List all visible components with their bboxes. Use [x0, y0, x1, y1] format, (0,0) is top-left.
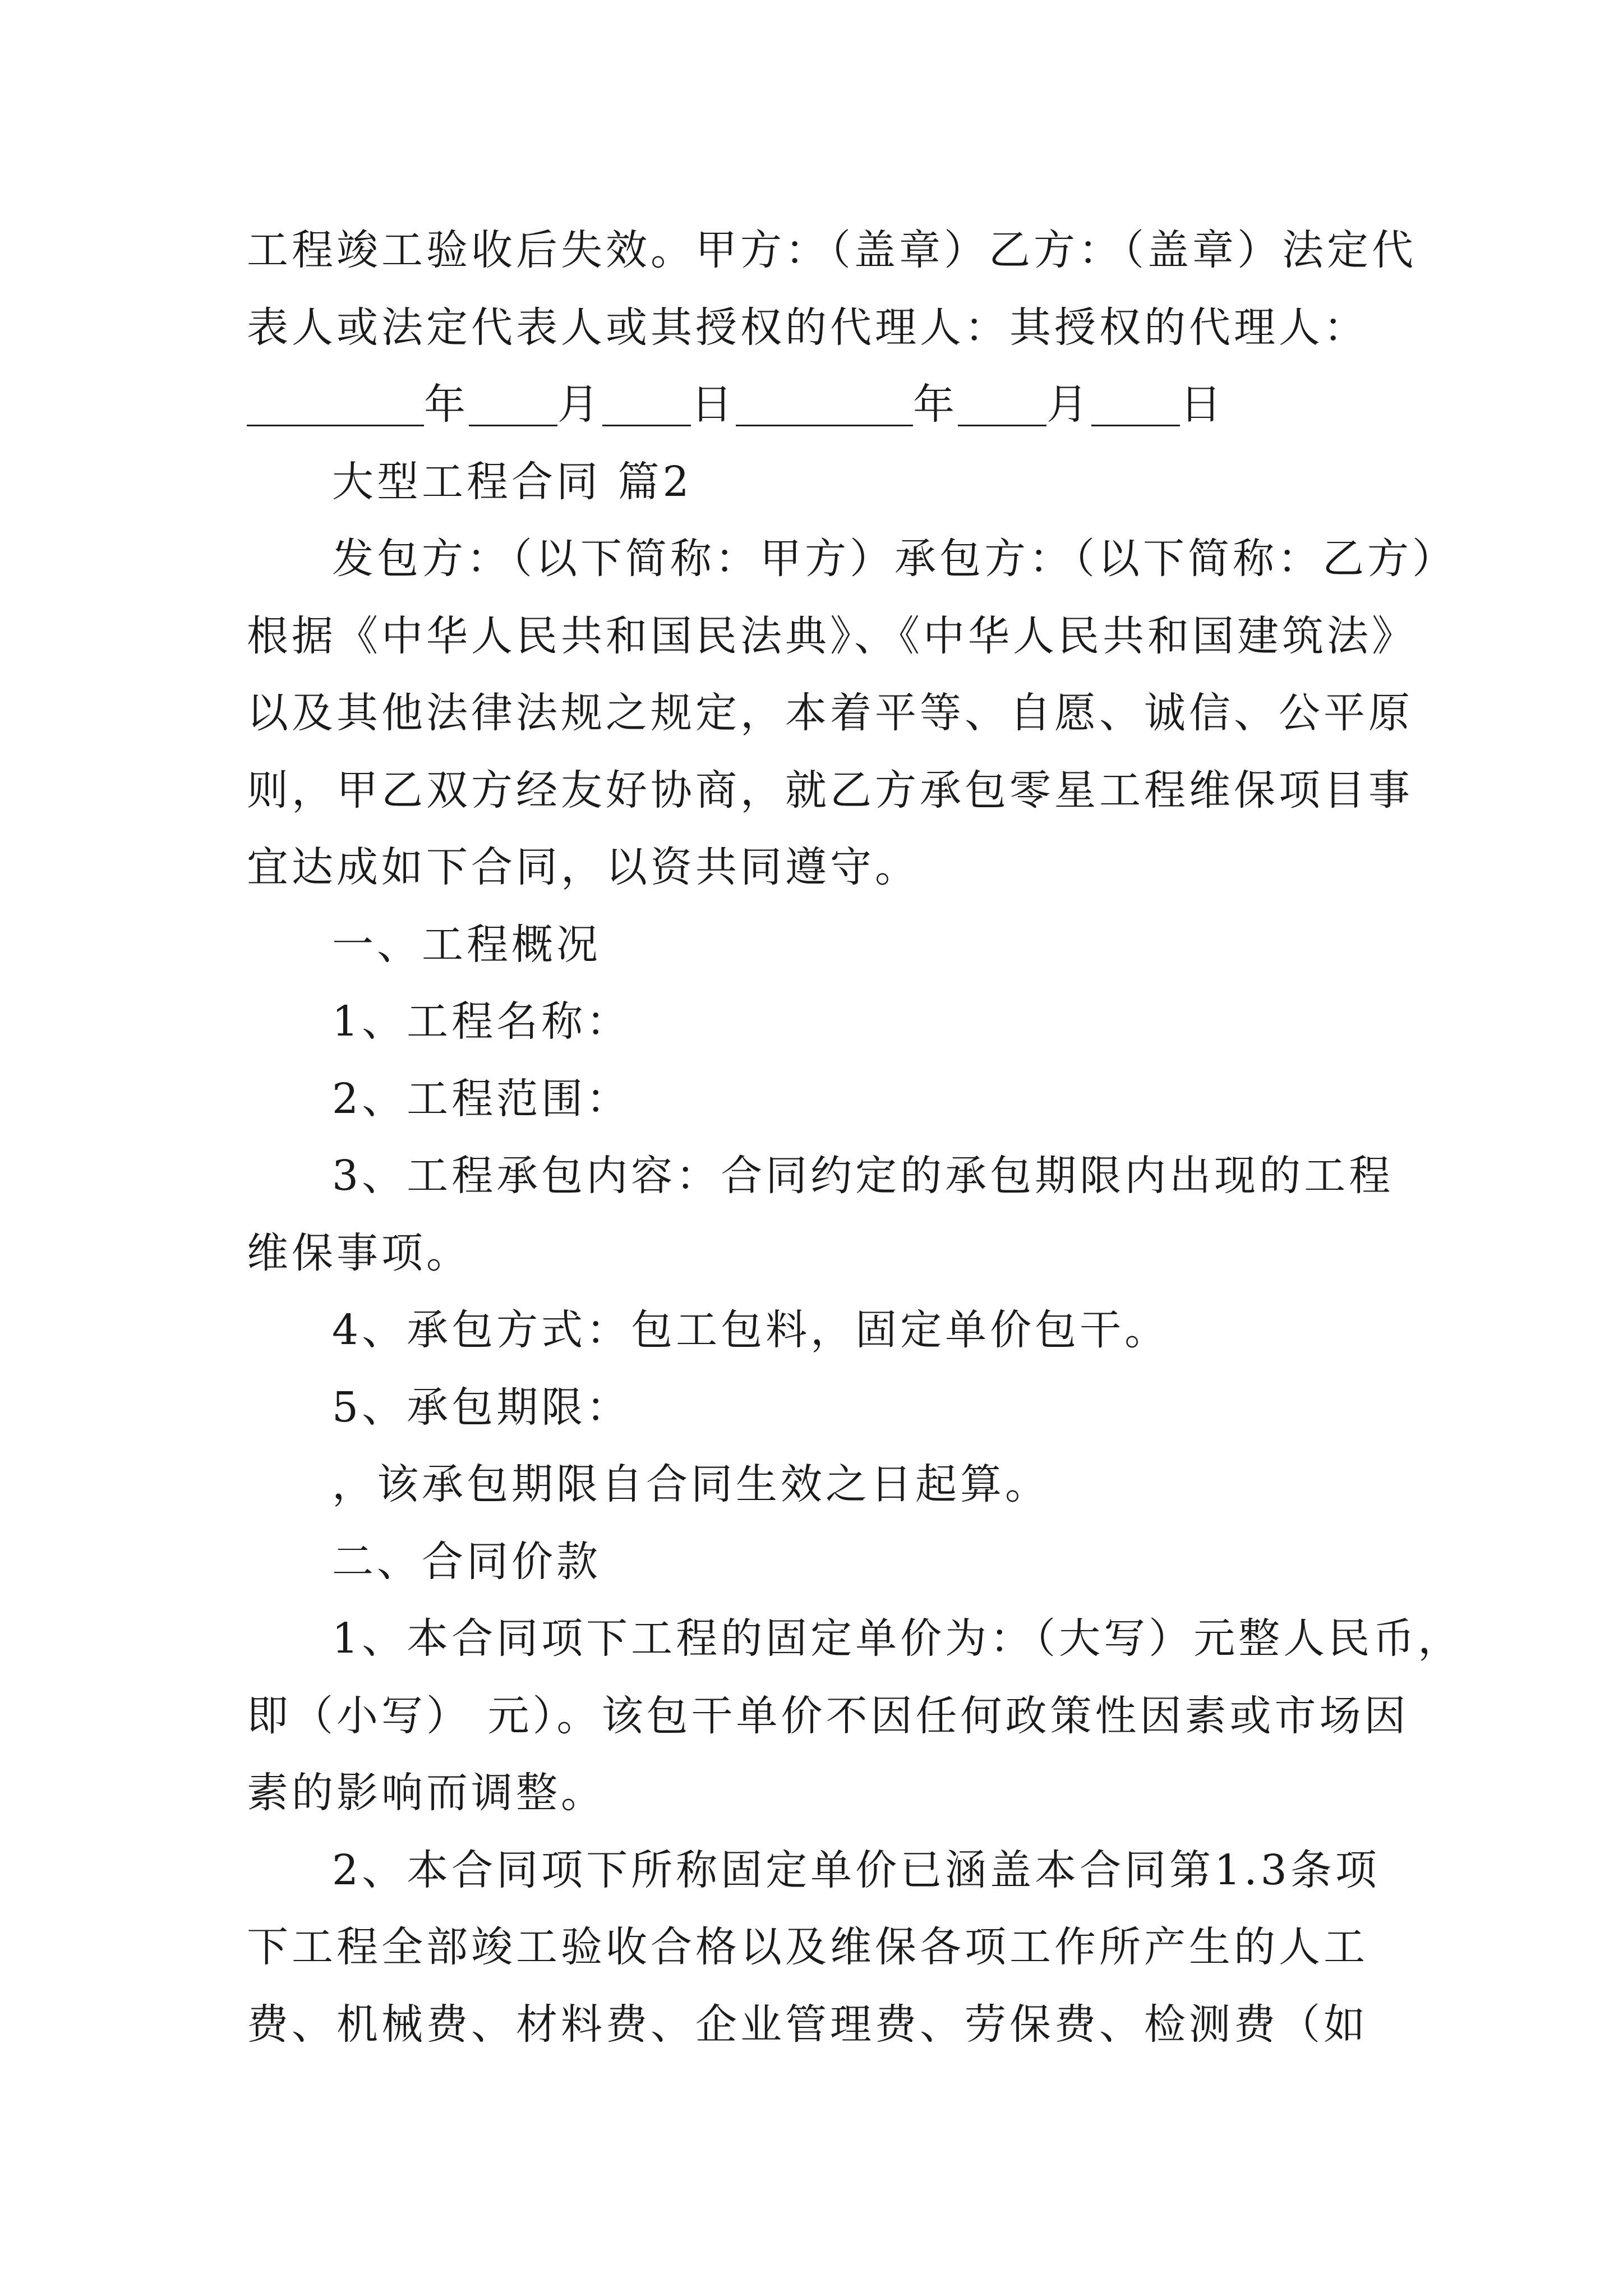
text-line: 即（小写） 元）。该包干单价不因任何政策性因素或市场因 — [247, 1691, 1409, 1740]
text-line: 1、工程名称： — [332, 997, 631, 1046]
year-label: 年 — [424, 380, 469, 429]
text-line: 5、承包期限： — [332, 1383, 631, 1432]
day-label: 日 — [1180, 380, 1225, 429]
text-line: 维保事项。 — [247, 1228, 471, 1277]
month-label: 月 — [557, 380, 602, 429]
contract-body — [247, 444, 1463, 2064]
text-line: 工程竣工验收后失效。甲方：（盖章）乙方：（盖章）法定代 — [247, 226, 1417, 274]
text-line: 宜达成如下合同，以资共同遵守。 — [247, 843, 920, 891]
text-line: 下工程全部竣工验收合格以及维保各项工作所产生的人工 — [247, 1923, 1368, 1971]
blank-line — [736, 380, 913, 426]
document-page — [247, 212, 1463, 2063]
blank-line — [247, 380, 424, 426]
text-line: 根据《中华人民共和国民法典》、《中华人民共和国建筑法》 — [247, 611, 1417, 660]
signature-date-row — [247, 366, 1385, 444]
text-line: 3、工程承包内容：合同约定的承包期限内出现的工程 — [332, 1152, 1394, 1200]
text-line: 素的影响而调整。 — [247, 1769, 606, 1817]
text-line: 二、合同价款 — [332, 1537, 601, 1586]
year-label: 年 — [913, 380, 958, 429]
text-line: 2、本合同项下所称固定单价已涵盖本合同第1.3条项 — [332, 1846, 1380, 1894]
text-line: 则，甲乙双方经友好协商，就乙方承包零星工程维保项目事 — [247, 766, 1413, 815]
text-line: 2、工程范围： — [332, 1074, 631, 1123]
text-line: 费、机械费、材料费、企业管理费、劳保费、检测费（如 — [247, 2000, 1368, 2049]
text-line: ，该承包期限自合同生效之日起算。 — [332, 1460, 1050, 1508]
text-line: 1、本合同项下工程的固定单价为：（大写）元整人民币， — [332, 1614, 1463, 1663]
text-line: 一、工程概况 — [332, 920, 601, 969]
blank-line — [602, 380, 691, 426]
day-label: 日 — [691, 380, 736, 429]
text-line: 大型工程合同 篇2 — [332, 457, 693, 506]
blank-line — [469, 380, 557, 426]
blank-line — [958, 380, 1046, 426]
text-line: 以及其他法律法规之规定，本着平等、自愿、诚信、公平原 — [247, 689, 1413, 737]
text-line: 表人或法定代表人或其授权的代理人：其授权的代理人： — [247, 303, 1368, 352]
month-label: 月 — [1046, 380, 1091, 429]
text-line: 4、承包方式：包工包料，固定单价包干。 — [332, 1306, 1170, 1354]
blank-line — [1091, 380, 1180, 426]
text-line: 发包方：（以下简称：甲方）承包方：（以下简称：乙方） — [332, 535, 1457, 583]
